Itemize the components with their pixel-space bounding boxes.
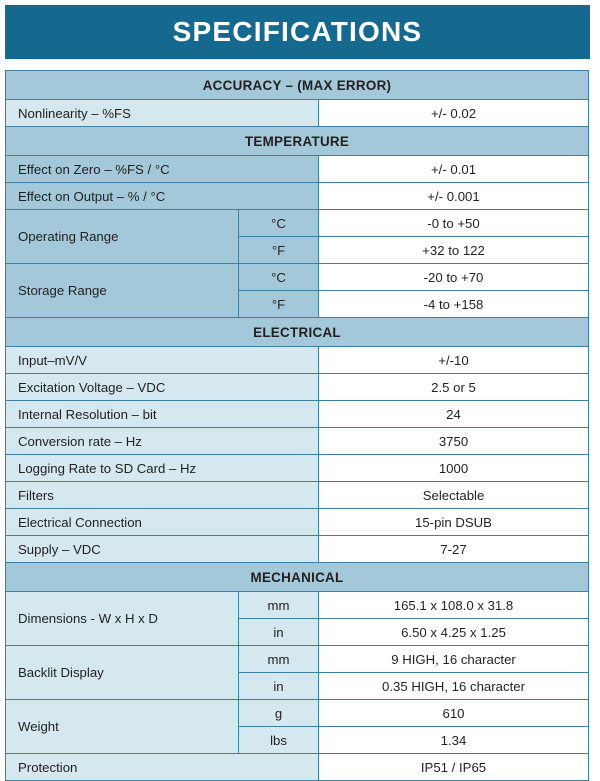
- spec-label: Protection: [6, 754, 319, 781]
- spec-value: -20 to +70: [319, 264, 589, 291]
- spec-label: Effect on Zero – %FS / °C: [6, 156, 319, 183]
- spec-value: 0.35 HIGH, 16 character: [319, 673, 589, 700]
- spec-value: IP51 / IP65: [319, 754, 589, 781]
- spec-unit: mm: [239, 646, 319, 673]
- spec-label: Conversion rate – Hz: [6, 428, 319, 455]
- spec-value: -4 to +158: [319, 291, 589, 318]
- spec-label: Excitation Voltage – VDC: [6, 374, 319, 401]
- spec-unit: mm: [239, 592, 319, 619]
- spec-value: 15-pin DSUB: [319, 509, 589, 536]
- spec-value: 7-27: [319, 536, 589, 563]
- spec-label: Backlit Display: [6, 646, 239, 700]
- table-row: [6, 646, 589, 673]
- spec-value: +/- 0.01: [319, 156, 589, 183]
- spec-value: -0 to +50: [319, 210, 589, 237]
- spec-unit: °C: [239, 264, 319, 291]
- spec-unit: °C: [239, 210, 319, 237]
- table-row: [6, 183, 589, 210]
- table-row: [6, 700, 589, 727]
- section-header-accuracy: ACCURACY – (MAX ERROR): [6, 71, 589, 100]
- spec-unit: °F: [239, 237, 319, 264]
- spec-value: Selectable: [319, 482, 589, 509]
- spec-label: Logging Rate to SD Card – Hz: [6, 455, 319, 482]
- section-header-row: [6, 127, 589, 156]
- spec-value: 6.50 x 4.25 x 1.25: [319, 619, 589, 646]
- section-header-mechanical: MECHANICAL: [6, 563, 589, 592]
- table-row: [6, 210, 589, 237]
- spec-value: +/- 0.02: [319, 100, 589, 127]
- table-row: [6, 156, 589, 183]
- spec-unit: in: [239, 619, 319, 646]
- spec-label: Weight: [6, 700, 239, 754]
- spec-label: Supply – VDC: [6, 536, 319, 563]
- section-header-row: [6, 318, 589, 347]
- spec-unit: °F: [239, 291, 319, 318]
- table-row: [6, 401, 589, 428]
- table-row: [6, 592, 589, 619]
- title-banner: [5, 5, 590, 59]
- spec-value: +/- 0.001: [319, 183, 589, 210]
- spec-unit: lbs: [239, 727, 319, 754]
- spec-value: 2.5 or 5: [319, 374, 589, 401]
- spec-unit: g: [239, 700, 319, 727]
- section-header-temperature: TEMPERATURE: [6, 127, 589, 156]
- table-row: [6, 482, 589, 509]
- spec-value: 1000: [319, 455, 589, 482]
- table-row: [6, 264, 589, 291]
- spec-value: 3750: [319, 428, 589, 455]
- specifications-table-body: [6, 71, 589, 781]
- table-row: [6, 347, 589, 374]
- section-header-electrical: ELECTRICAL: [6, 318, 589, 347]
- table-row: [6, 374, 589, 401]
- page-title: SPECIFICATIONS: [172, 16, 423, 47]
- spec-label: Dimensions - W x H x D: [6, 592, 239, 646]
- spec-label: Filters: [6, 482, 319, 509]
- spec-label: Electrical Connection: [6, 509, 319, 536]
- specifications-table: [5, 70, 589, 781]
- spec-value: +32 to 122: [319, 237, 589, 264]
- spec-value: 1.34: [319, 727, 589, 754]
- spec-value: 24: [319, 401, 589, 428]
- section-header-row: [6, 563, 589, 592]
- spec-label: Input–mV/V: [6, 347, 319, 374]
- spec-label: Storage Range: [6, 264, 239, 318]
- spec-unit: in: [239, 673, 319, 700]
- spec-value: 610: [319, 700, 589, 727]
- table-row: [6, 428, 589, 455]
- spec-label: Effect on Output – % / °C: [6, 183, 319, 210]
- spec-value: 9 HIGH, 16 character: [319, 646, 589, 673]
- table-row: [6, 536, 589, 563]
- spec-value: +/-10: [319, 347, 589, 374]
- spec-label: Operating Range: [6, 210, 239, 264]
- section-header-row: [6, 71, 589, 100]
- table-row: [6, 509, 589, 536]
- table-row: [6, 455, 589, 482]
- spec-value: 165.1 x 108.0 x 31.8: [319, 592, 589, 619]
- table-row: [6, 754, 589, 781]
- table-row: [6, 100, 589, 127]
- spec-label: Nonlinearity – %FS: [6, 100, 319, 127]
- spec-label: Internal Resolution – bit: [6, 401, 319, 428]
